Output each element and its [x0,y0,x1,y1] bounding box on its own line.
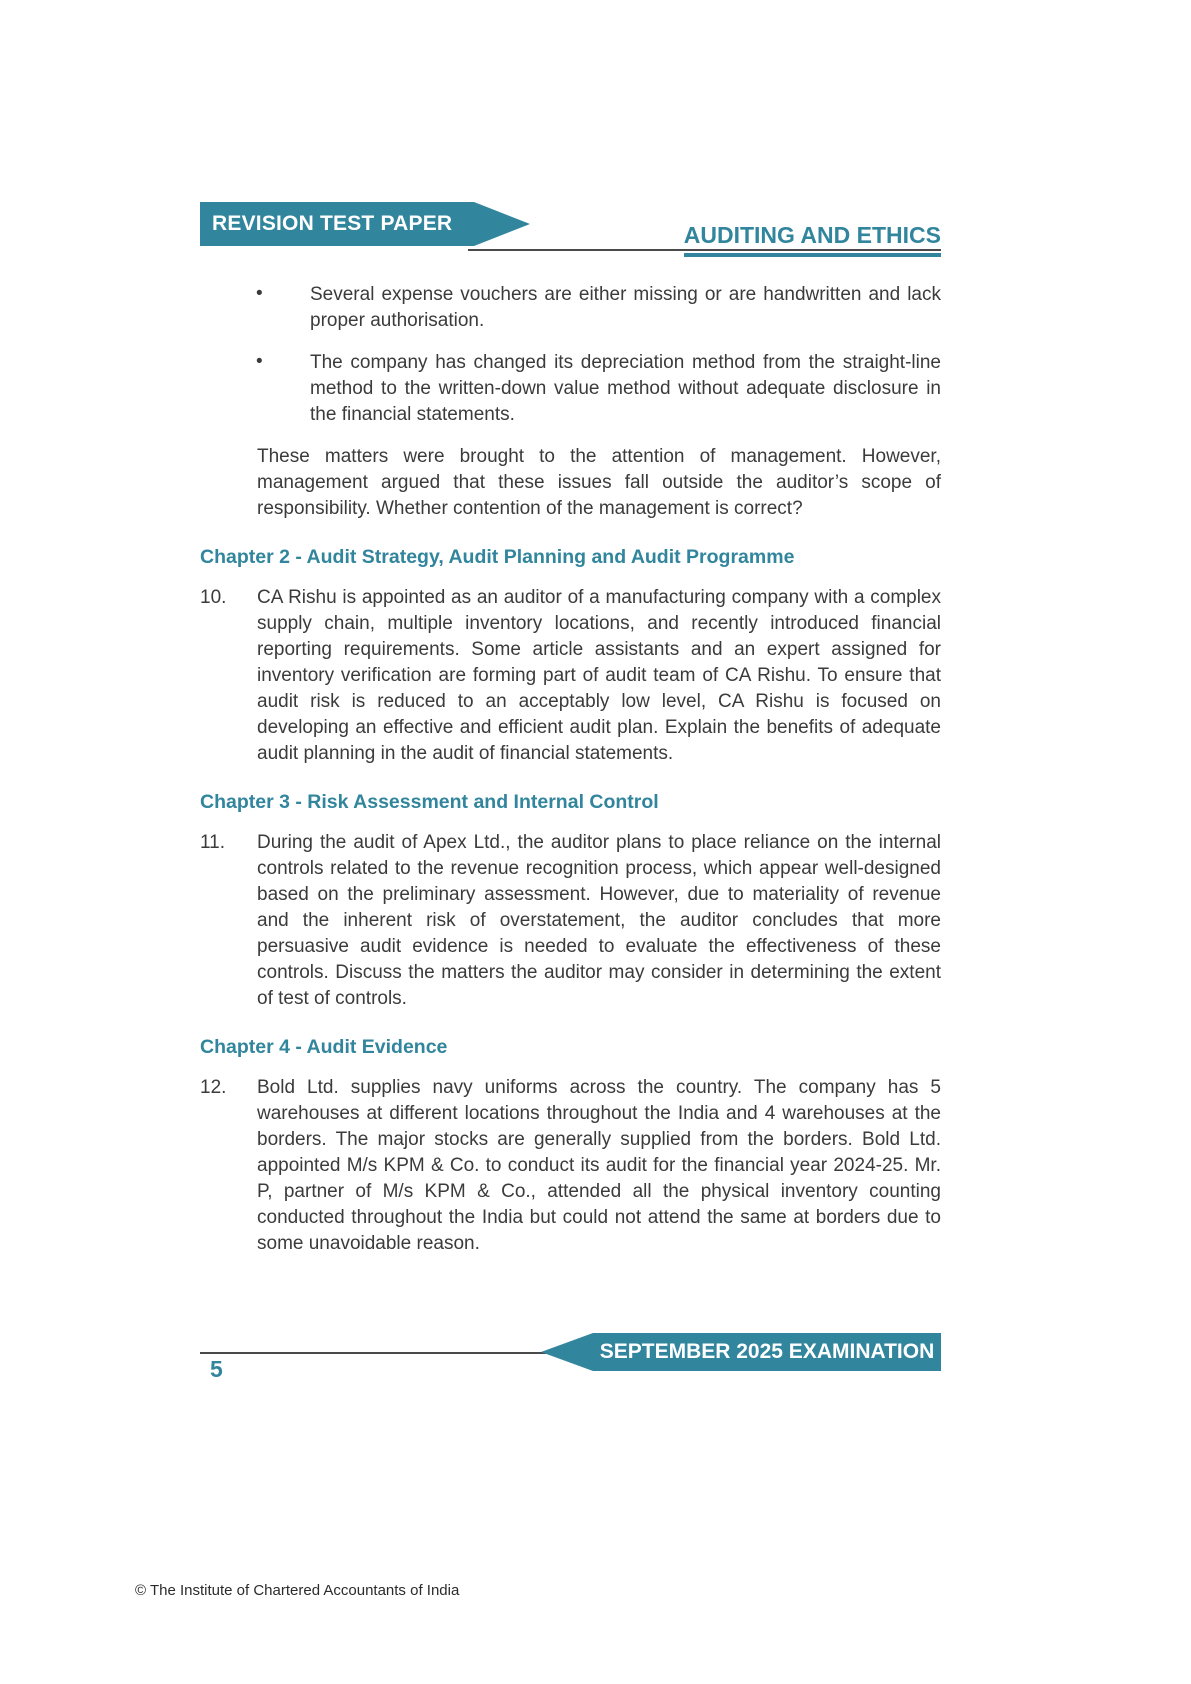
bullet-item [200,350,941,428]
document-content [200,282,941,1275]
bullet-icon: • [256,283,263,304]
banner-arrow-right-icon [474,202,530,246]
question-text: During the audit of Apex Ltd., the auditor plans to place reliance on the internal controls related to the revenue recognition process, which appear well-designed based on the preliminary assessment. However, due to materiality of revenue and the inherent risk of overstatement, the auditor concludes that more persuasive audit evidence is needed to evaluate the effectiveness of these controls. Discuss the matters the auditor may consider in determining the extent of test of controls. [257,832,941,1009]
bullet-text: Several expense vouchers are either missing or are handwritten and lack proper authorisation. [310,284,941,331]
page-footer [200,1322,941,1392]
banner-arrow-left-icon [541,1333,593,1371]
question-item [200,585,941,767]
copyright-notice: © The Institute of Chartered Accountants of India [135,1582,460,1599]
chapter-heading: Chapter 3 - Risk Assessment and Internal Control [200,791,659,813]
chapter-section-2 [200,544,941,767]
question-number: 12. [200,1077,227,1098]
question-item [200,1075,941,1257]
question-text: Bold Ltd. supplies navy uniforms across the country. The company has 5 warehouses at different locations throughout the India and 4 warehouses at the borders. The major stocks are generally supplied from the borders. Bold Ltd. appointed M/s KPM & Co. to conduct its audit for the financial year 2024-25. Mr. P, partner of M/s KPM & Co., attended all the physical inventory counting conducted throughout the India but could not attend the same at borders due to some unavoidable reason. [257,1077,941,1254]
footer-banner-label: SEPTEMBER 2025 EXAMINATION [599,1340,935,1363]
lead-paragraph: These matters were brought to the attention of management. However, management argued that these issues fall outside the auditor’s scope of responsibility. Whether contention of the management is correct? [257,446,941,519]
question-number: 10. [200,587,227,608]
header-banner-label: REVISION TEST PAPER [212,212,453,235]
question-item [200,830,941,1012]
footer-rule [200,1352,592,1354]
chapter-section-3 [200,789,941,1012]
chapter-heading: Chapter 2 - Audit Strategy, Audit Planning and Audit Programme [200,546,795,568]
chapter-section-4 [200,1034,941,1257]
chapter-heading: Chapter 4 - Audit Evidence [200,1036,448,1058]
bullet-icon: • [256,351,263,372]
question-text: CA Rishu is appointed as an auditor of a manufacturing company with a complex supply chain, multiple inventory locations, and recently introduced financial reporting requirements. Some article assistants and an expert assigned for inventory verification are forming part of audit team of CA Rishu. To ensure that audit risk is reduced to an acceptably low level, CA Rishu is focused on developing an effective and efficient audit plan. Explain the benefits of adequate audit planning in the audit of financial statements. [257,587,941,764]
page-number: 5 [210,1356,223,1382]
question-number: 11. [200,832,226,853]
footer-banner [593,1333,941,1371]
subject-title: AUDITING AND ETHICS [684,222,941,257]
bullet-item [200,282,941,334]
page-header [200,202,941,258]
bullet-text: The company has changed its depreciation method from the straight-line method to the written-down value method without adequate disclosure in the financial statements. [310,352,941,425]
header-banner [200,202,474,246]
